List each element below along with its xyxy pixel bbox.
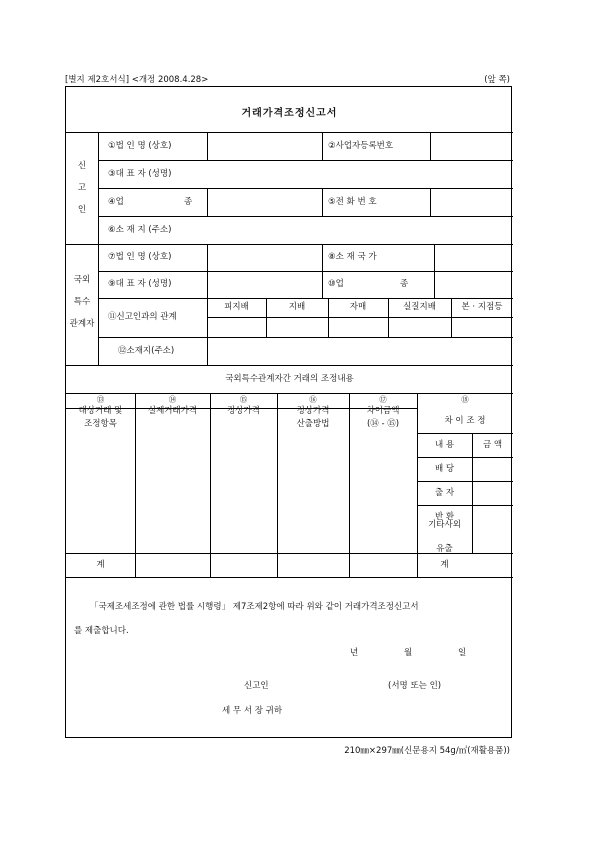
price-adjustment-form [65,86,512,738]
foreign-industry-suffix: 종 [400,279,409,289]
foreign-corp-name-label: ⑦법 인 명 (상호) [108,252,172,262]
statement-line-1: 「국제조세조정에 관한 법률 시행령」 제7조제2항에 따라 위와 같이 거래가격조정신고서 [90,602,419,612]
item-other-outflow-1: 기타사외 [428,520,461,530]
col-num-13: ⑬ [96,395,105,404]
date-day: 일 [458,648,467,658]
reporter-address-label: ⑥소 재 지 (주소) [108,225,172,235]
foreign-group-2: 특수 [73,297,91,307]
statement-line-2: 를 제출합니다. [74,626,129,636]
addressee: 세 무 서 장 귀하 [222,706,283,716]
reporter-industry-label: ④업 [108,197,124,207]
col-num-14: ⑭ [168,395,177,404]
col-num-17: ⑰ [379,395,387,404]
relation-type-subordinate: 피지배 [224,302,249,312]
item-contribution: 출 자 [434,488,455,498]
form-id-label: [별지 제2호서식] <개정 2008.4.28> [65,75,209,85]
total-label-adjustment: 계 [440,560,449,570]
col-num-15: ⑮ [239,395,248,404]
sub-amount-header: 금 액 [482,440,503,450]
relation-type-de-facto: 실질지배 [403,302,436,312]
item-other-outflow-2: 유출 [436,544,453,554]
relation-type-sister: 자매 [349,302,367,312]
sub-content-header: 내 용 [434,440,455,450]
sign-or-seal: (서명 또는 인) [388,681,442,691]
col-arms-length-price: 정상가격 [227,406,260,416]
reporter-biz-no-label: ②사업자등록번호 [328,141,394,151]
reporter-corp-name-label: ①법 인 명 (상호) [108,141,172,151]
paper-spec-footer: 210㎜×297㎜(신문용지 54g/㎡(재활용품)) [344,746,510,756]
date-month: 월 [404,648,413,658]
foreign-rep-label: ⑨대 표 자 (성명) [108,279,172,289]
item-return: 반 환 [434,512,455,522]
foreign-industry-label: ⑩업 [328,279,344,289]
reporter-group-2: 고 [77,183,87,193]
foreign-relation-label: ⑪신고인과의 관계 [108,312,177,322]
col-num-18: ⑱ [461,395,469,404]
relation-type-controlling: 지배 [288,302,306,312]
foreign-country-label: ⑧소 재 국 가 [328,252,377,262]
relation-type-branch: 본 · 지점등 [461,302,503,312]
col-method-2: 산출방법 [296,419,330,429]
reporter-industry-suffix: 종 [184,197,193,207]
col-difference-2: (⑭ - ⑮) [366,419,400,429]
reporter-group-1: 신 [77,161,87,171]
form-title: 거래가격조정신고서 [241,108,338,119]
reporter-sign-label: 신고인 [244,681,269,691]
page-side-label: (앞 쪽) [484,75,510,85]
col-adjustment: 차 이 조 정 [444,416,486,426]
foreign-group-3: 관계자 [69,319,95,329]
col-num-16: ⑯ [309,395,317,404]
reporter-group-3: 인 [77,205,87,215]
foreign-address-label: ⑫소재지(주소) [118,346,175,356]
reporter-rep-label: ③대 표 자 (성명) [108,169,172,179]
col-difference-1: 차이금액 [366,406,400,416]
col-actual-price: 실제거래가격 [147,406,198,416]
item-dividend: 배 당 [434,464,455,474]
col-method-1: 정상가격 [296,406,330,416]
col-target-transaction-2: 조정항목 [84,419,117,429]
adjustment-section-title: 국외특수관계자간 거래의 조정내용 [225,374,354,384]
date-year: 년 [350,648,359,658]
reporter-phone-label: ⑤전 화 번 호 [328,197,377,207]
total-label: 계 [96,560,105,570]
foreign-group-1: 국외 [73,275,91,285]
col-target-transaction-1: 대상거래 및 [78,406,123,416]
